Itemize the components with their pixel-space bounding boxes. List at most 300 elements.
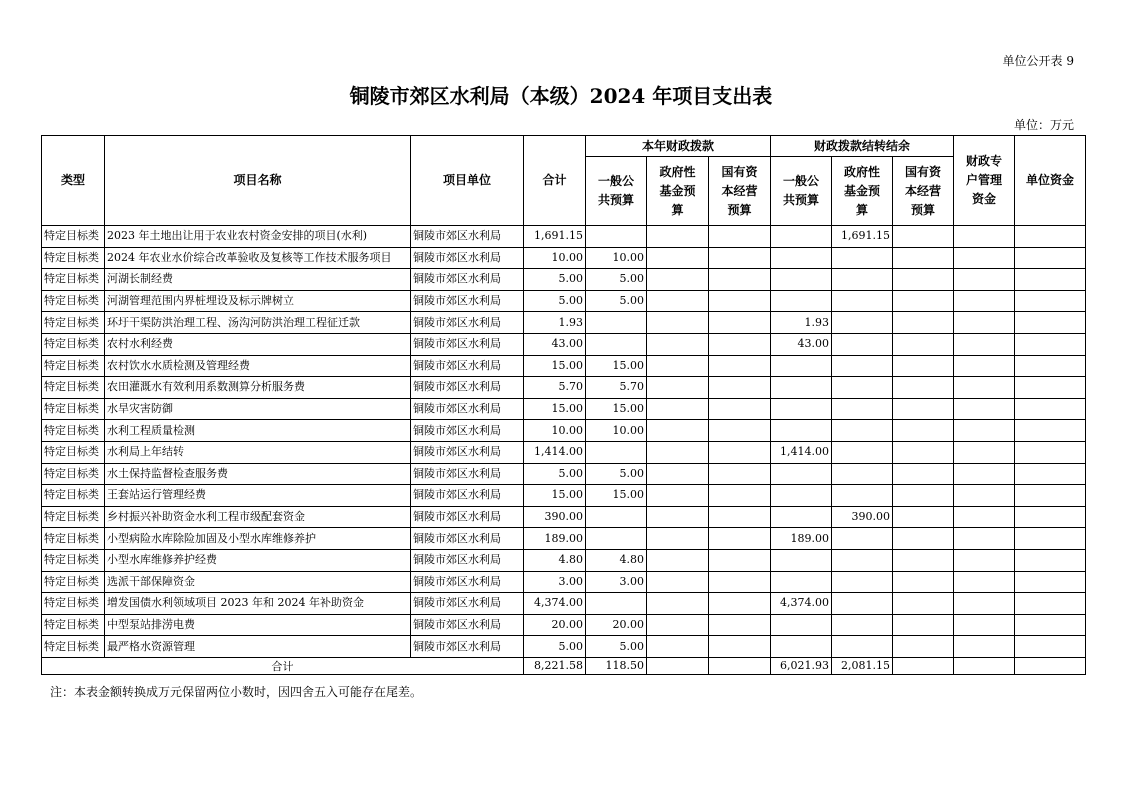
cell-co-gov-fund-budget xyxy=(832,333,893,355)
cell-co-state-capital-budget xyxy=(893,420,954,442)
cell-total: 4.80 xyxy=(524,549,586,571)
cell-total: 1,691.15 xyxy=(524,226,586,248)
cell-co-gov-fund-budget xyxy=(832,355,893,377)
table-row xyxy=(42,636,1086,658)
cell-cy-gov-fund-budget xyxy=(647,247,709,269)
table-row xyxy=(42,441,1086,463)
cell-special-account-fund xyxy=(954,506,1015,528)
cell-co-general-budget xyxy=(771,290,832,312)
cell-cy-gov-fund-budget xyxy=(647,549,709,571)
cell-unit-fund xyxy=(1015,398,1086,420)
cell-type: 特定目标类 xyxy=(42,269,105,291)
cell-special-account-fund xyxy=(954,614,1015,636)
cell-project-unit: 铜陵市郊区水利局 xyxy=(411,593,524,615)
cell-cy-general-budget: 4.80 xyxy=(586,549,647,571)
cell-total: 20.00 xyxy=(524,614,586,636)
cell-cy-state-capital-budget xyxy=(709,247,771,269)
cell-special-account-fund xyxy=(954,377,1015,399)
cell-co-state-capital-budget xyxy=(893,226,954,248)
cell-project-unit: 铜陵市郊区水利局 xyxy=(411,506,524,528)
cell-co-general-budget xyxy=(771,398,832,420)
cell-cy-gov-fund-budget xyxy=(647,571,709,593)
table-header xyxy=(42,136,1086,226)
cell-project-name: 水利工程质量检测 xyxy=(105,420,411,442)
cell-cy-state-capital-budget xyxy=(709,333,771,355)
cell-co-state-capital-budget xyxy=(893,506,954,528)
cell-type: 特定目标类 xyxy=(42,571,105,593)
header-co-gov-fund-budget xyxy=(832,157,893,226)
cell-total: 15.00 xyxy=(524,398,586,420)
header-cy-gov-fund-budget xyxy=(647,157,709,226)
table-row xyxy=(42,420,1086,442)
cell-co-state-capital-budget xyxy=(893,441,954,463)
cell-project-name: 2023 年土地出让用于农业农村资金安排的项目(水利) xyxy=(105,226,411,248)
cell-cy-gov-fund-budget xyxy=(647,333,709,355)
cell-cy-general-budget: 5.00 xyxy=(586,290,647,312)
table-body xyxy=(42,226,1086,658)
cell-unit-fund xyxy=(1015,226,1086,248)
cell-co-gov-fund-budget xyxy=(832,528,893,550)
cell-total: 15.00 xyxy=(524,485,586,507)
cell-total: 15.00 xyxy=(524,355,586,377)
cell-cy-general-budget: 15.00 xyxy=(586,485,647,507)
cell-unit-fund xyxy=(1015,549,1086,571)
cell-project-unit: 铜陵市郊区水利局 xyxy=(411,333,524,355)
cell-cy-general-budget xyxy=(586,506,647,528)
cell-co-gov-fund-budget xyxy=(832,420,893,442)
cell-cy-gov-fund-budget xyxy=(647,614,709,636)
header-line: 算 xyxy=(856,202,869,217)
cell-total: 390.00 xyxy=(524,506,586,528)
cell-co-state-capital-budget xyxy=(893,269,954,291)
table-number-label: 单位公开表 9 xyxy=(1002,54,1074,68)
cell-project-unit: 铜陵市郊区水利局 xyxy=(411,463,524,485)
cell-cy-general-budget xyxy=(586,593,647,615)
cell-co-general-budget: 1,414.00 xyxy=(771,441,832,463)
cell-cy-general-budget: 3.00 xyxy=(586,571,647,593)
total-row xyxy=(42,657,1086,674)
cell-special-account-fund xyxy=(954,269,1015,291)
cell-type: 特定目标类 xyxy=(42,355,105,377)
cell-cy-gov-fund-budget xyxy=(647,226,709,248)
cell-cy-state-capital-budget xyxy=(709,377,771,399)
header-line: 共预算 xyxy=(597,193,634,207)
cell-project-unit: 铜陵市郊区水利局 xyxy=(411,549,524,571)
header-line: 一般公 xyxy=(597,174,634,188)
cell-special-account-fund xyxy=(954,312,1015,334)
page-title: 铜陵市郊区水利局（本级）2024 年项目支出表 xyxy=(349,84,773,108)
header-co-general-budget xyxy=(771,157,832,226)
cell-co-gov-fund-budget: 390.00 xyxy=(832,506,893,528)
cell-cy-general-budget: 10.00 xyxy=(586,247,647,269)
header-line: 基金预 xyxy=(659,183,696,198)
cell-cy-state-capital-budget xyxy=(709,614,771,636)
header-line: 政府性 xyxy=(844,164,881,179)
footnote: 注：本表金额转换成万元保留两位小数时，因四舍五入可能存在尾差。 xyxy=(50,685,423,699)
cell-co-gov-fund-budget xyxy=(832,549,893,571)
cell-type: 特定目标类 xyxy=(42,247,105,269)
cell-unit-fund xyxy=(1015,355,1086,377)
cell-project-name: 水旱灾害防御 xyxy=(105,398,411,420)
table-row xyxy=(42,355,1086,377)
cell-co-gov-fund-budget xyxy=(832,290,893,312)
cell-co-gov-fund-budget xyxy=(832,636,893,658)
cell-type: 特定目标类 xyxy=(42,398,105,420)
cell-co-state-capital-budget xyxy=(893,333,954,355)
cell-project-unit: 铜陵市郊区水利局 xyxy=(411,571,524,593)
header-project-name: 项目名称 xyxy=(105,136,411,226)
cell-co-state-capital-budget xyxy=(893,355,954,377)
currency-unit-label: 单位：万元 xyxy=(1013,118,1074,132)
cell-co-general-budget xyxy=(771,571,832,593)
table-row xyxy=(42,463,1086,485)
cell-cy-gov-fund-budget xyxy=(647,377,709,399)
cell-cy-state-capital-budget xyxy=(709,398,771,420)
cell-co-state-capital-budget xyxy=(893,549,954,571)
cell-project-name: 中型泵站排涝电费 xyxy=(105,614,411,636)
cell-project-name: 农村水利经费 xyxy=(105,333,411,355)
cell-special-account-fund xyxy=(954,398,1015,420)
cell-co-general-budget xyxy=(771,420,832,442)
cell-project-name: 2024 年农业水价综合改革验收及复核等工作技术服务项目 xyxy=(105,247,411,269)
cell-type: 特定目标类 xyxy=(42,528,105,550)
cell-co-gov-fund-budget xyxy=(832,593,893,615)
cell-cy-general-budget: 5.00 xyxy=(586,269,647,291)
cell-total: 5.00 xyxy=(524,463,586,485)
cell-cy-gov-fund-budget xyxy=(647,636,709,658)
cell-cy-state-capital-budget xyxy=(709,355,771,377)
cell-cy-general-budget xyxy=(586,441,647,463)
cell-unit-fund xyxy=(1015,441,1086,463)
cell-special-account-fund xyxy=(954,420,1015,442)
cell-co-state-capital-budget xyxy=(893,485,954,507)
table-row xyxy=(42,247,1086,269)
cell-special-account-fund xyxy=(954,528,1015,550)
cell-special-account-fund xyxy=(954,247,1015,269)
cell-co-gov-fund-budget xyxy=(832,463,893,485)
cell-cy-state-capital-budget xyxy=(709,636,771,658)
cell-total: 5.00 xyxy=(524,269,586,291)
cell-project-name: 河湖长制经费 xyxy=(105,269,411,291)
cell-co-state-capital-budget xyxy=(893,593,954,615)
cell-project-name: 乡村振兴补助资金水利工程市级配套资金 xyxy=(105,506,411,528)
cell-co-general-budget xyxy=(771,636,832,658)
cell-total: 10.00 xyxy=(524,247,586,269)
header-line: 政府性 xyxy=(659,164,696,179)
cell-project-unit: 铜陵市郊区水利局 xyxy=(411,290,524,312)
cell-cy-state-capital-budget xyxy=(709,269,771,291)
table-row xyxy=(42,506,1086,528)
cell-cy-state-capital-budget xyxy=(709,506,771,528)
cell-cy-state-capital-budget xyxy=(709,463,771,485)
table-row xyxy=(42,549,1086,571)
total-cy-general: 118.50 xyxy=(586,657,647,674)
cell-special-account-fund xyxy=(954,593,1015,615)
cell-type: 特定目标类 xyxy=(42,420,105,442)
header-line: 算 xyxy=(671,202,684,217)
header-cy-state-capital-budget xyxy=(709,157,771,226)
cell-cy-gov-fund-budget xyxy=(647,269,709,291)
cell-special-account-fund xyxy=(954,636,1015,658)
cell-special-account-fund xyxy=(954,355,1015,377)
table-row xyxy=(42,485,1086,507)
cell-unit-fund xyxy=(1015,636,1086,658)
cell-project-unit: 铜陵市郊区水利局 xyxy=(411,226,524,248)
header-special-fund-line: 资金 xyxy=(972,192,997,206)
cell-cy-gov-fund-budget xyxy=(647,312,709,334)
cell-co-gov-fund-budget xyxy=(832,312,893,334)
cell-co-state-capital-budget xyxy=(893,290,954,312)
cell-project-name: 河湖管理范围内界桩埋设及标示牌树立 xyxy=(105,290,411,312)
cell-co-general-budget xyxy=(771,463,832,485)
header-line: 共预算 xyxy=(783,193,820,207)
cell-cy-state-capital-budget xyxy=(709,593,771,615)
project-expenditure-table xyxy=(41,135,1086,675)
cell-cy-general-budget: 5.00 xyxy=(586,463,647,485)
header-current-year-appropriation: 本年财政拨款 xyxy=(586,136,771,157)
table-row xyxy=(42,528,1086,550)
cell-total: 1,414.00 xyxy=(524,441,586,463)
cell-project-name: 水利局上年结转 xyxy=(105,441,411,463)
cell-project-unit: 铜陵市郊区水利局 xyxy=(411,614,524,636)
cell-co-general-budget xyxy=(771,377,832,399)
cell-co-state-capital-budget xyxy=(893,463,954,485)
total-unit-fund xyxy=(1015,657,1086,674)
cell-type: 特定目标类 xyxy=(42,226,105,248)
header-special-account-fund xyxy=(954,136,1015,226)
table-row xyxy=(42,312,1086,334)
cell-co-state-capital-budget xyxy=(893,398,954,420)
header-type: 类型 xyxy=(42,136,105,226)
table-row xyxy=(42,593,1086,615)
cell-type: 特定目标类 xyxy=(42,441,105,463)
cell-co-gov-fund-budget xyxy=(832,571,893,593)
total-cy-gov xyxy=(647,657,709,674)
cell-project-unit: 铜陵市郊区水利局 xyxy=(411,528,524,550)
cell-co-state-capital-budget xyxy=(893,312,954,334)
cell-cy-gov-fund-budget xyxy=(647,441,709,463)
cell-cy-gov-fund-budget xyxy=(647,420,709,442)
cell-cy-general-budget: 15.00 xyxy=(586,398,647,420)
header-line: 本经营 xyxy=(905,183,942,198)
cell-total: 189.00 xyxy=(524,528,586,550)
cell-special-account-fund xyxy=(954,549,1015,571)
cell-co-general-budget xyxy=(771,247,832,269)
cell-type: 特定目标类 xyxy=(42,333,105,355)
cell-project-unit: 铜陵市郊区水利局 xyxy=(411,485,524,507)
table-row xyxy=(42,269,1086,291)
cell-cy-general-budget: 5.00 xyxy=(586,636,647,658)
table-row xyxy=(42,571,1086,593)
cell-cy-state-capital-budget xyxy=(709,528,771,550)
cell-total: 5.70 xyxy=(524,377,586,399)
cell-co-gov-fund-budget xyxy=(832,441,893,463)
header-line: 预算 xyxy=(911,202,936,217)
total-co-state xyxy=(893,657,954,674)
total-special xyxy=(954,657,1015,674)
cell-co-gov-fund-budget xyxy=(832,269,893,291)
cell-project-unit: 铜陵市郊区水利局 xyxy=(411,312,524,334)
header-co-state-capital-budget xyxy=(893,157,954,226)
cell-project-name: 水土保持监督检查服务费 xyxy=(105,463,411,485)
total-label: 合计 xyxy=(42,657,524,674)
header-line: 国有资 xyxy=(905,164,942,179)
total-co-gov: 2,081.15 xyxy=(832,657,893,674)
header-cy-general-budget xyxy=(586,157,647,226)
cell-cy-general-budget: 20.00 xyxy=(586,614,647,636)
cell-co-state-capital-budget xyxy=(893,377,954,399)
cell-type: 特定目标类 xyxy=(42,485,105,507)
cell-project-name: 增发国债水利领域项目 2023 年和 2024 年补助资金 xyxy=(105,593,411,615)
cell-type: 特定目标类 xyxy=(42,593,105,615)
cell-co-general-budget: 4,374.00 xyxy=(771,593,832,615)
cell-cy-gov-fund-budget xyxy=(647,593,709,615)
cell-cy-gov-fund-budget xyxy=(647,463,709,485)
total-cy-state xyxy=(709,657,771,674)
cell-cy-state-capital-budget xyxy=(709,420,771,442)
cell-unit-fund xyxy=(1015,463,1086,485)
cell-co-general-budget xyxy=(771,226,832,248)
cell-special-account-fund xyxy=(954,571,1015,593)
cell-cy-general-budget xyxy=(586,226,647,248)
header-project-unit: 项目单位 xyxy=(411,136,524,226)
cell-cy-gov-fund-budget xyxy=(647,290,709,312)
cell-cy-gov-fund-budget xyxy=(647,355,709,377)
cell-total: 4,374.00 xyxy=(524,593,586,615)
cell-project-name: 农村饮水水质检测及管理经费 xyxy=(105,355,411,377)
header-line: 国有资 xyxy=(721,164,758,179)
total-amount: 8,221.58 xyxy=(524,657,586,674)
cell-co-gov-fund-budget: 1,691.15 xyxy=(832,226,893,248)
cell-co-general-budget xyxy=(771,485,832,507)
cell-cy-state-capital-budget xyxy=(709,485,771,507)
cell-type: 特定目标类 xyxy=(42,549,105,571)
cell-unit-fund xyxy=(1015,312,1086,334)
cell-co-state-capital-budget xyxy=(893,247,954,269)
cell-cy-general-budget: 5.70 xyxy=(586,377,647,399)
cell-co-gov-fund-budget xyxy=(832,614,893,636)
cell-total: 5.00 xyxy=(524,636,586,658)
cell-project-unit: 铜陵市郊区水利局 xyxy=(411,269,524,291)
cell-unit-fund xyxy=(1015,593,1086,615)
cell-cy-gov-fund-budget xyxy=(647,485,709,507)
cell-unit-fund xyxy=(1015,377,1086,399)
cell-co-gov-fund-budget xyxy=(832,377,893,399)
header-total: 合计 xyxy=(524,136,586,226)
cell-cy-state-capital-budget xyxy=(709,549,771,571)
cell-project-name: 环圩干渠防洪治理工程、汤沟河防洪治理工程征迁款 xyxy=(105,312,411,334)
cell-type: 特定目标类 xyxy=(42,463,105,485)
cell-cy-general-budget: 10.00 xyxy=(586,420,647,442)
cell-cy-general-budget: 15.00 xyxy=(586,355,647,377)
cell-project-unit: 铜陵市郊区水利局 xyxy=(411,420,524,442)
cell-cy-general-budget xyxy=(586,528,647,550)
cell-project-name: 小型水库维修养护经费 xyxy=(105,549,411,571)
cell-special-account-fund xyxy=(954,226,1015,248)
cell-co-state-capital-budget xyxy=(893,614,954,636)
cell-cy-state-capital-budget xyxy=(709,441,771,463)
cell-project-unit: 铜陵市郊区水利局 xyxy=(411,377,524,399)
cell-unit-fund xyxy=(1015,506,1086,528)
cell-project-name: 选派干部保障资金 xyxy=(105,571,411,593)
cell-total: 1.93 xyxy=(524,312,586,334)
cell-cy-gov-fund-budget xyxy=(647,528,709,550)
cell-co-gov-fund-budget xyxy=(832,247,893,269)
cell-project-unit: 铜陵市郊区水利局 xyxy=(411,398,524,420)
cell-co-gov-fund-budget xyxy=(832,398,893,420)
cell-total: 10.00 xyxy=(524,420,586,442)
cell-co-general-budget xyxy=(771,614,832,636)
cell-unit-fund xyxy=(1015,571,1086,593)
header-appropriation-carryover: 财政拨款结转结余 xyxy=(771,136,954,157)
cell-project-unit: 铜陵市郊区水利局 xyxy=(411,636,524,658)
cell-unit-fund xyxy=(1015,485,1086,507)
cell-co-general-budget xyxy=(771,506,832,528)
cell-co-general-budget: 189.00 xyxy=(771,528,832,550)
cell-special-account-fund xyxy=(954,485,1015,507)
cell-cy-state-capital-budget xyxy=(709,226,771,248)
cell-type: 特定目标类 xyxy=(42,636,105,658)
cell-type: 特定目标类 xyxy=(42,312,105,334)
cell-co-general-budget: 1.93 xyxy=(771,312,832,334)
table-row xyxy=(42,377,1086,399)
cell-project-unit: 铜陵市郊区水利局 xyxy=(411,441,524,463)
cell-type: 特定目标类 xyxy=(42,506,105,528)
cell-unit-fund xyxy=(1015,614,1086,636)
cell-type: 特定目标类 xyxy=(42,290,105,312)
cell-unit-fund xyxy=(1015,247,1086,269)
table-row xyxy=(42,333,1086,355)
cell-co-state-capital-budget xyxy=(893,636,954,658)
cell-type: 特定目标类 xyxy=(42,614,105,636)
table-row xyxy=(42,290,1086,312)
cell-project-name: 王套站运行管理经费 xyxy=(105,485,411,507)
cell-cy-gov-fund-budget xyxy=(647,398,709,420)
cell-co-general-budget xyxy=(771,269,832,291)
cell-project-unit: 铜陵市郊区水利局 xyxy=(411,355,524,377)
cell-special-account-fund xyxy=(954,290,1015,312)
header-line: 一般公 xyxy=(783,174,820,188)
cell-unit-fund xyxy=(1015,528,1086,550)
header-unit-fund: 单位资金 xyxy=(1015,136,1086,226)
cell-co-general-budget xyxy=(771,355,832,377)
table-row xyxy=(42,614,1086,636)
cell-project-unit: 铜陵市郊区水利局 xyxy=(411,247,524,269)
header-line: 基金预 xyxy=(844,183,881,198)
cell-cy-state-capital-budget xyxy=(709,290,771,312)
cell-co-state-capital-budget xyxy=(893,528,954,550)
cell-total: 43.00 xyxy=(524,333,586,355)
cell-co-general-budget: 43.00 xyxy=(771,333,832,355)
cell-special-account-fund xyxy=(954,333,1015,355)
cell-unit-fund xyxy=(1015,290,1086,312)
cell-cy-general-budget xyxy=(586,333,647,355)
cell-cy-state-capital-budget xyxy=(709,312,771,334)
header-special-fund-line: 户管理 xyxy=(966,173,1003,187)
table-row xyxy=(42,398,1086,420)
total-co-general: 6,021.93 xyxy=(771,657,832,674)
cell-project-name: 最严格水资源管理 xyxy=(105,636,411,658)
cell-co-general-budget xyxy=(771,549,832,571)
header-line: 预算 xyxy=(727,202,752,217)
cell-special-account-fund xyxy=(954,463,1015,485)
cell-unit-fund xyxy=(1015,333,1086,355)
cell-total: 3.00 xyxy=(524,571,586,593)
cell-type: 特定目标类 xyxy=(42,377,105,399)
cell-cy-gov-fund-budget xyxy=(647,506,709,528)
cell-co-gov-fund-budget xyxy=(832,485,893,507)
table-row xyxy=(42,226,1086,248)
